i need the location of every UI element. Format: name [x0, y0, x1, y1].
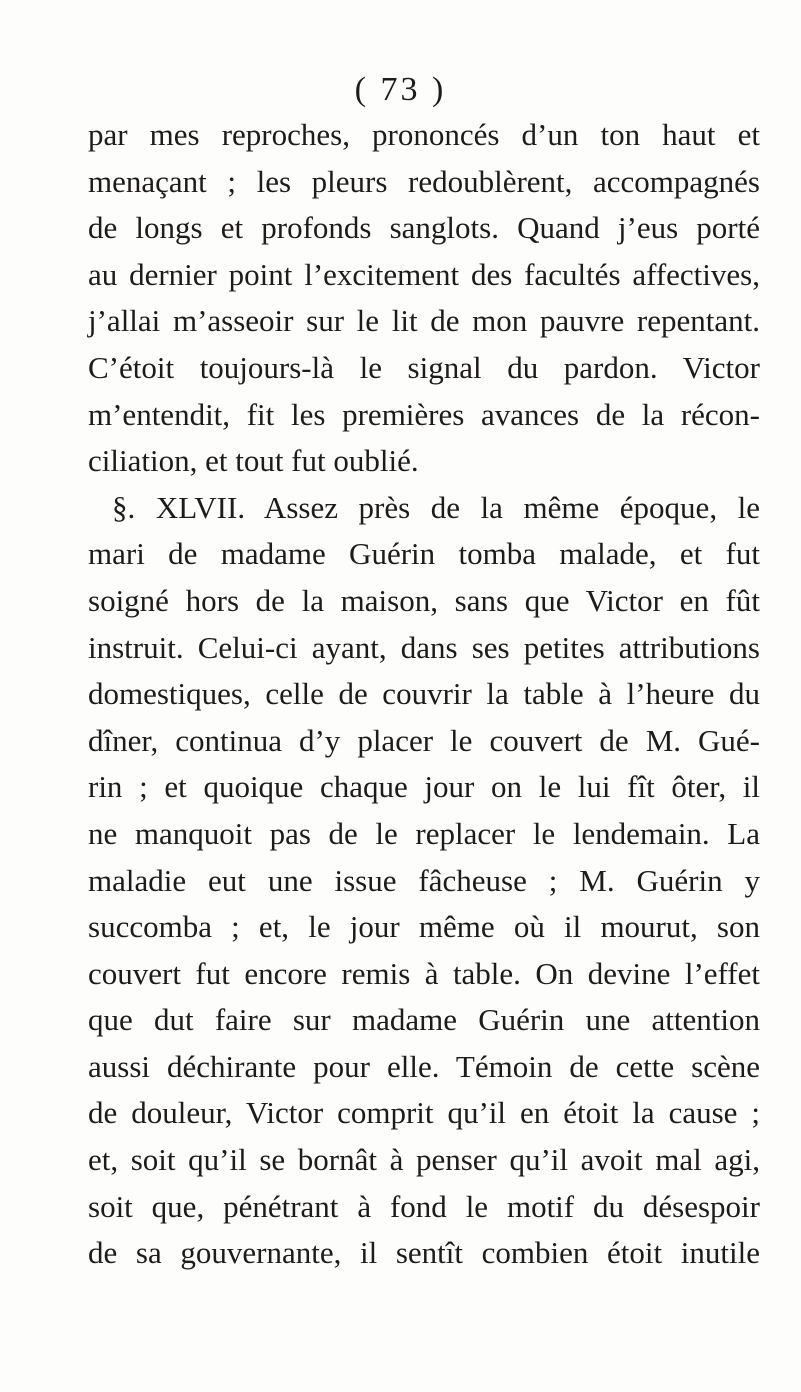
text-line: ciliation, et tout fut oublié. [88, 443, 419, 479]
text-line: succomba ; et, le jour même où il mourut, son [88, 909, 760, 945]
text-line: et, soit qu’il se bornât à penser qu’il avoit mal agi, [88, 1142, 760, 1178]
text-line: dîner, continua d’y placer le couvert de M. Gué- [88, 722, 760, 758]
page-number: ( 73 ) [354, 71, 447, 108]
text-line: de sa gouvernante, il sentît combien étoit inutile [88, 1235, 760, 1271]
text-line: au dernier point l’excitement des facultés affectives, [88, 256, 760, 292]
text-line: soigné hors de la maison, sans que Victor en fût [88, 582, 760, 618]
text-line: par mes reproches, prononcés d’un ton haut et [88, 117, 760, 152]
text-line: maladie eut une issue fâcheuse ; M. Guérin y [88, 862, 760, 898]
text-line: mari de madame Guérin tomba malade, et fut [88, 536, 760, 572]
text-line: instruit. Celui-ci ayant, dans ses petites attributions [88, 629, 760, 665]
text-line: ne manquoit pas de le replacer le lendemain. La [88, 815, 760, 851]
body-text [88, 112, 760, 1277]
text-line: rin ; et quoique chaque jour on le lui fît ôter, il [88, 769, 760, 805]
text-line: que dut faire sur madame Guérin une attention [88, 1002, 760, 1038]
text-line: C’étoit toujours-là le signal du pardon. Victor [88, 349, 760, 385]
text-line: de longs et profonds sanglots. Quand j’eus porté [88, 210, 760, 246]
text-line: menaçant ; les pleurs redoublèrent, accompagnés [88, 163, 760, 199]
text-line: couvert fut encore remis à table. On devine l’effet [88, 955, 760, 991]
text-line: de douleur, Victor comprit qu’il en étoit la cause ; [88, 1095, 760, 1131]
text-line: j’allai m’asseoir sur le lit de mon pauvre repentant. [88, 303, 760, 339]
text-line: soit que, pénétrant à fond le motif du désespoir [88, 1188, 760, 1224]
text-line: aussi déchirante pour elle. Témoin de cette scène [88, 1048, 760, 1084]
text-line: §. XLVII. Assez près de la même époque, le [112, 489, 760, 525]
text-line: domestiques, celle de couvrir la table à l’heure du [88, 676, 760, 712]
text-line: m’entendit, fit les premières avances de la récon- [88, 396, 760, 432]
